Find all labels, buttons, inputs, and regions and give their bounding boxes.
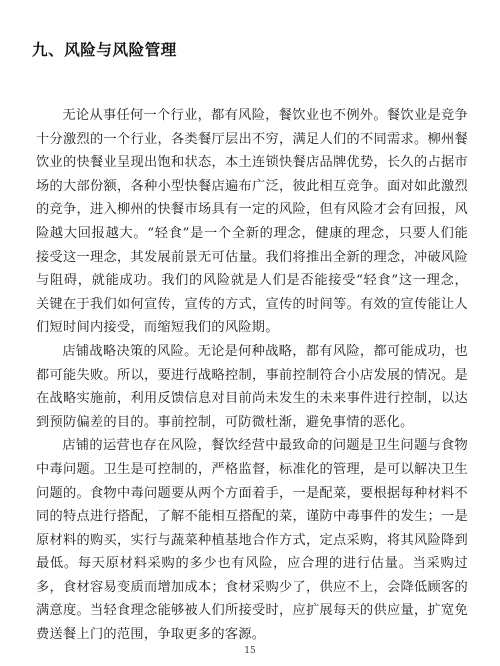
section-title: 九、风险与风险管理 <box>32 41 177 59</box>
paragraph-industry-risk: 无论从事任何一个行业，都有风险，餐饮业也不例外。餐饮业是竞争十分激烈的一个行业，各类餐厅层出不穷，满足人们的不同需求。柳州餐饮业的快餐业呈现出饱和状态，本土连锁快餐店品牌优势，长久的占据市场的大部份额，各种小型快餐店遍布广泛，彼此相互竞争。面对如此激烈的竞争，进入柳州的快餐市场具有一定的风险，但有风险才会有回报，风险越大回报越大。“轻食”是一个全新的理念，健康的理念，只要人们能接受这一理念，其发展前景无可估量。我们将推出全新的理念，冲破风险与阻碍，就能成功。我们的风险就是人们是否能接受“轻食”这一理念，关键在于我们如何宣传，宣传的方式，宣传的时间等。有效的宣传能让人们短时间内接受，而缩短我们的风险期。 <box>36 108 468 336</box>
body-text <box>36 104 468 647</box>
page-number: 15 <box>244 646 256 656</box>
paragraph-strategy-risk: 店铺战略决策的风险。无论是何种战略，都有风险，都可能成功，也都可能失败。所以，要进行战略控制，事前控制符合小店发展的情况。是在战略实施前，利用反馈信息对目前尚未发生的未来事件进行控制，以达到预防偏差的目的。事前控制，可防微杜渐，避免事情的恶化。 <box>36 343 468 430</box>
paragraph-operation-risk: 店铺的运营也存在风险，餐饮经营中最致命的问题是卫生问题与食物中毒问题。卫生是可控制的，严格监督，标准化的管理，是可以解决卫生问题的。食物中毒问题要从两个方面着手，一是配菜，要根据每种材料不同的特点进行搭配，了解不能相互搭配的菜，谨防中毒事件的发生；一是原材料的购买，实行与蔬菜种植基地合作方式，定点采购，将其风险降到最低。每天原材料采购的多少也有风险，应合理的进行估量。当采购过多，食材容易变质而增加成本；食材采购少了，供应不上，会降低顾客的满意度。当轻食理念能够被人们所接受时，应扩展每天的供应量，扩宽免费送餐上门的范围，争取更多的客源。 <box>36 438 468 643</box>
